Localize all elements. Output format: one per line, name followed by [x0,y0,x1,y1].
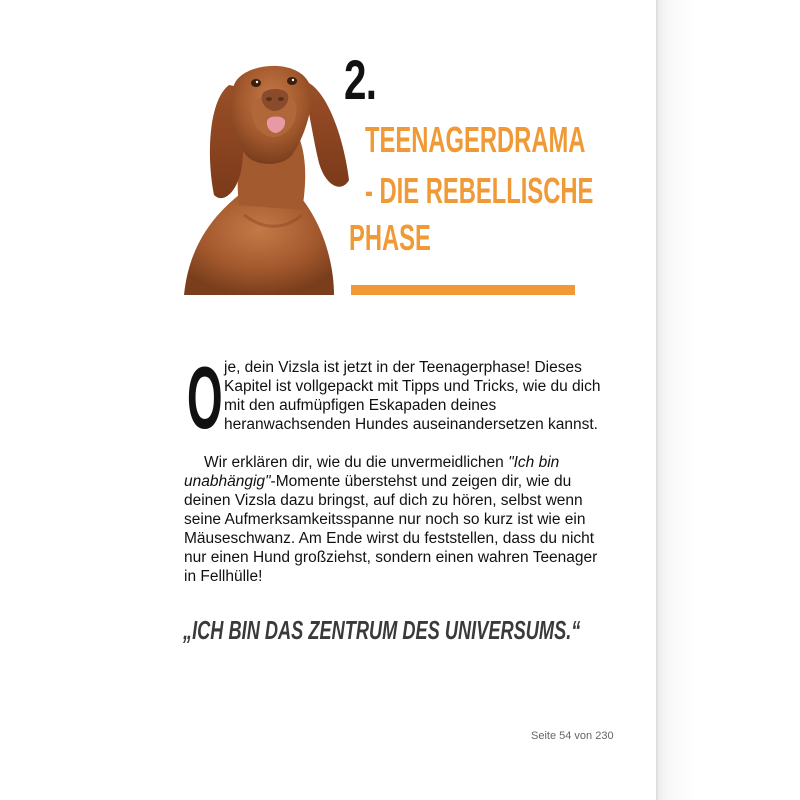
paragraph-line-2 [184,472,571,491]
paragraph-line-2-text: -Momente überstehst und zeigen dir, wie du [270,473,572,490]
intro-line-2: Kapitel ist vollgepackt mit Tipps und Tricks, wie du dich [224,378,601,395]
paragraph-line-3: deinen Vizsla dazu bringst, auf dich zu hören, selbst wenn [184,492,583,509]
page-number: Seite 54 von 230 [531,730,614,742]
chapter-title-line-2: - DIE REBELLISCHE [365,170,594,211]
dog-photo [184,55,354,295]
title-underline-bar [351,285,575,295]
paragraph-line-4: seine Aufmerksamkeitsspanne nur noch so kurz ist wie ein [184,511,586,528]
paragraph-line-1-emphasis: "Ich bin [508,454,560,471]
chapter-title-line-1: TEENAGERDRAMA [365,119,586,160]
chapter-number: 2. [344,48,377,111]
pull-quote: „ICH BIN DAS ZENTRUM DES UNIVERSUMS.“ [183,615,581,645]
intro-line-1: je, dein Vizsla ist jetzt in der Teenagerphase! Dieses [224,359,582,376]
paragraph-line-1-text: Wir erklären dir, wie du die unvermeidlichen [204,454,509,471]
paragraph-line-1 [204,453,559,472]
intro-line-3: mit den aufmüpfigen Eskapaden deines [224,397,497,414]
paragraph-line-6: nur einen Hund großziehst, sondern einen wahren Teenager [184,549,598,566]
paragraph-line-7: in Fellhülle! [184,568,263,585]
intro-line-4: heranwachsenden Hundes auseinandersetzen kannst. [224,416,598,433]
next-page-edge [656,0,800,800]
paragraph-line-2-emphasis: unabhängig" [184,473,271,490]
chapter-title-line-3: PHASE [349,217,431,258]
paragraph-line-5: Mäuseschwanz. Am Ende wirst du feststellen, dass du nicht [184,530,595,547]
drop-cap: O [187,348,223,447]
